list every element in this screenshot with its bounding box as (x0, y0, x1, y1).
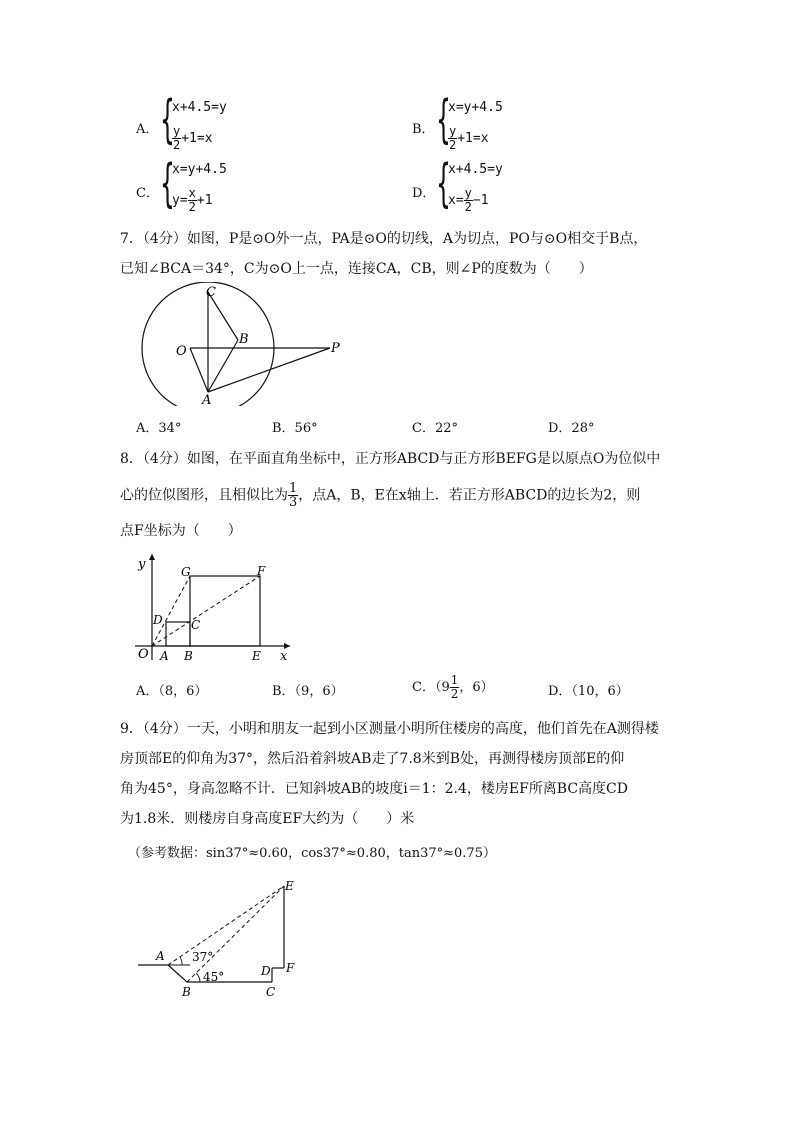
q6-d-eq2: x= $\frac{y}{2}$ −1 (448, 186, 489, 214)
q9-stem-line4: 为1.8米．则楼房自身高度EF大约为（ ）米 (120, 811, 415, 827)
q8-coordinate-figure (130, 548, 300, 666)
brace-icon: { (160, 90, 175, 150)
q8-label-g: G (181, 565, 191, 579)
q9-reference-data: （参考数据：sin37°≈0.60，cos37°≈0.80，tan37°≈0.75） (128, 846, 496, 861)
q6-option-c-label: C． (136, 186, 159, 201)
q8-label-c: C (191, 618, 201, 632)
q8-label-d: D (153, 613, 163, 627)
q6-b-eq2: $\frac{y}{2}$ +1=x (449, 124, 489, 152)
q7-choice-a: A．34° (136, 421, 182, 436)
brace-icon: { (436, 154, 451, 214)
q7-label-o: O (176, 344, 187, 359)
q9-label-c: C (266, 985, 276, 999)
q7-label-c: C (206, 285, 216, 300)
q8-choice-d: D．（10，6） (548, 684, 629, 699)
q9-stem-line3: 角为45°，身高忽略不计．已知斜坡AB的坡度i＝1：2.4，楼房EF所离BC高度CD (120, 781, 628, 797)
q8-label-a: A (160, 649, 169, 663)
q7-circle-figure (130, 282, 360, 406)
q9-stem-line1: 9．（4分）一天，小明和朋友一起到小区测量小明所住楼房的高度，他们首先在A测得楼 (120, 721, 659, 737)
q9-label-e: E (285, 879, 294, 893)
q9-angle-45: 45° (203, 970, 225, 984)
q9-angle-37: 37° (192, 950, 214, 964)
q8-label-f: F (257, 564, 266, 578)
q7-label-b: B (239, 332, 249, 347)
q6-c-eq1: x=y+4.5 (172, 162, 227, 177)
q8-label-y: y (138, 557, 146, 572)
q6-a-eq1: x+4.5=y (172, 100, 227, 115)
q8-label-x: x (280, 649, 288, 664)
brace-icon: { (160, 154, 175, 214)
q7-stem-line1: 7．（4分）如图，P是⊙O外一点，PA是⊙O的切线，A为切点，PO与⊙O相交于B点， (120, 231, 648, 247)
q6-option-d-label: D． (412, 186, 436, 201)
q8-label-o: O (138, 647, 149, 662)
q7-choice-c: C．22° (412, 421, 458, 436)
q9-stem-line2: 房顶部E的仰角为37°，然后沿着斜坡AB走了7.8米到B处，再测得楼房顶部E的仰 (120, 751, 625, 767)
q8-label-e: E (252, 649, 261, 663)
q7-choice-d: D．28° (548, 421, 595, 436)
q8-choice-a: A．（8，6） (136, 684, 208, 699)
q8-stem-line2: 心的位似图形，且相似比为 $\frac{1}{3}$ ，点A，B，E在x轴上．若正方形ABCD的边长为2，则 (120, 481, 641, 510)
q6-option-b-label: B． (412, 122, 435, 137)
q9-label-d: D (261, 964, 271, 978)
q9-label-b: B (182, 985, 191, 999)
q6-option-a-label: A． (136, 122, 159, 137)
q9-label-f: F (286, 961, 295, 975)
q8-choice-b: B．（9，6） (272, 684, 344, 699)
q7-stem-line2: 已知∠BCA＝34°，C为⊙O上一点，连接CA，CB，则∠P的度数为（ ） (120, 261, 593, 277)
brace-icon: { (436, 90, 451, 150)
q6-a-eq2: $\frac{y}{2}$ +1=x (173, 124, 213, 152)
q6-d-eq1: x+4.5=y (448, 162, 503, 177)
q6-b-eq1: x=y+4.5 (448, 100, 503, 115)
q9-label-a: A (156, 949, 165, 963)
q9-slope-figure (130, 872, 310, 1002)
q8-choice-c: C．（9 $\frac{1}{2}$ ，6） (412, 673, 494, 701)
q7-label-p: P (331, 341, 340, 356)
q7-choice-b: B．56° (272, 421, 318, 436)
q6-c-eq2: y= $\frac{x}{2}$ +1 (172, 186, 213, 214)
q8-stem-line1: 8．（4分）如图，在平面直角坐标中，正方形ABCD与正方形BEFG是以原点O为位似中 (120, 451, 661, 467)
q8-stem-line3: 点F坐标为（ ） (120, 523, 242, 539)
q8-label-b: B (184, 649, 193, 663)
q7-label-a: A (202, 393, 212, 406)
